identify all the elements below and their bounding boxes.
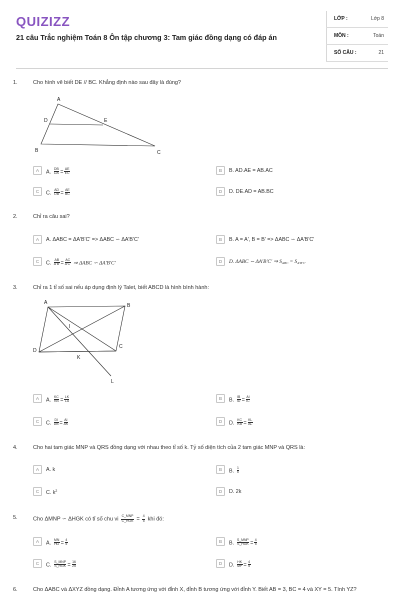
option-letter-box: A (33, 394, 42, 403)
question-text: Cho hình vẽ biết DE // BC. Khẳng định nào sau đây là đúng? (33, 80, 181, 86)
option-text: B. $\frac{IB}{ID}$ = $\frac{AI}{IC}$ (229, 394, 250, 404)
question-number: 2. (13, 214, 18, 220)
option-letter-box: B (216, 394, 225, 403)
option-letter-box: D (216, 559, 225, 568)
option-b[interactable] (216, 235, 386, 247)
question-number: 3. (13, 285, 18, 291)
option-d[interactable] (216, 257, 386, 269)
question-number: 1. (13, 80, 18, 86)
option-d[interactable] (216, 559, 386, 571)
option-text: A. ΔABC = ΔA'B'C' => ΔABC ∽ ΔA'B'C' (46, 236, 139, 243)
figure-label: A (44, 300, 48, 306)
question-number: 5. (13, 515, 18, 521)
option-letter-box: C (33, 257, 42, 266)
option-text: D. $\frac{HK}{MP}$ = $\frac{4}{5}$ (229, 559, 250, 569)
meta-key: LỚP : (334, 16, 348, 22)
option-letter-box: B (216, 235, 225, 244)
figure-label: D (44, 118, 48, 124)
meta-row-class (326, 11, 388, 28)
figure-label: A (57, 97, 61, 103)
option-letter-box: A (33, 235, 42, 244)
question-text: Chỉ ra 1 tỉ số sai nếu áp dụng định lý Talet, biết ABCD là hình bình hành: (33, 285, 210, 291)
document-header (0, 0, 400, 68)
option-text: B. $\frac{1}{k}$ (229, 465, 239, 475)
option-text: D. $\frac{KC}{KB}$ = $\frac{KL}{AL}$ (229, 417, 253, 427)
option-c[interactable] (33, 417, 203, 429)
option-letter-box: C (33, 487, 42, 496)
option-letter-box: B (216, 465, 225, 474)
option-a[interactable] (33, 235, 203, 247)
question-number: 6. (13, 587, 18, 593)
option-letter-box: B (216, 166, 225, 175)
option-text: A. k (46, 466, 56, 473)
option-text: B. A = A', B = B' => ΔABC ∽ ΔA'B'C' (229, 236, 315, 243)
triangle-figure (33, 92, 163, 154)
option-text: C. $\frac{\text{S\_MNP}}{\text{S\_HGK}}$ = $\frac{16}{25}$ (46, 559, 76, 569)
question-text: Cho hai tam giác MNP và QRS đồng dạng với nhau theo tỉ số k. Tỷ số diện tích của 2 tam giác MNP và QRS là: (33, 445, 306, 451)
figure-label: E (104, 118, 108, 124)
figure-label: L (111, 379, 114, 385)
option-letter-box: D (216, 487, 225, 496)
option-c[interactable] (33, 559, 203, 571)
option-text: D. ΔABC ∽ ΔA'B'C' ⇒ $S_{ABC} = S_{A'B'C'}$ (229, 258, 306, 265)
question-text: Cho ΔABC và ΔXYZ đồng dạng. Đỉnh A tương ứng với đỉnh X, đỉnh B tương ứng với đỉnh Y. Biết AB = 3, BC = 4 và XY = 5. Tính YZ? (33, 587, 357, 593)
option-b[interactable] (216, 465, 386, 477)
option-text: D. 2k (229, 488, 242, 495)
meta-value: 21 (378, 50, 384, 56)
figure-label: D (33, 348, 37, 354)
option-d[interactable] (216, 487, 386, 499)
option-letter-box: D (216, 417, 225, 426)
option-d[interactable] (216, 187, 386, 199)
option-letter-box: B (216, 537, 225, 546)
option-letter-box: D (216, 187, 225, 196)
meta-row-count (326, 45, 388, 62)
option-letter-box: D (216, 257, 225, 266)
option-b[interactable] (216, 537, 386, 549)
option-c[interactable] (33, 257, 203, 269)
meta-key: MÔN : (334, 33, 349, 39)
meta-value: Toán (373, 33, 384, 39)
meta-row-subject (326, 28, 388, 45)
parallelogram-figure (33, 297, 143, 387)
option-text: D. DE.AD = AB.BC (229, 188, 274, 195)
question-number: 4. (13, 445, 18, 451)
option-text: A. $\frac{KC}{KB}$ = $\frac{LK}{LA}$ (46, 394, 69, 404)
option-b[interactable] (216, 394, 386, 406)
option-text: C. $\frac{AB}{A'B'}$ = $\frac{AC}{A'C'}$ ⇒ ΔABC ∽ ΔA'B'C' (46, 257, 116, 267)
option-letter-box: A (33, 465, 42, 474)
option-text: C. $\frac{AD}{DB}$ = $\frac{AE}{BC}$ (46, 187, 70, 197)
question-text: Chỉ ra câu sai? (33, 214, 70, 220)
option-text: A. $\frac{MN}{HG}$ = $\frac{4}{5}$ (46, 537, 68, 547)
option-letter-box: C (33, 559, 42, 568)
option-d[interactable] (216, 417, 386, 429)
option-c[interactable] (33, 187, 203, 199)
option-letter-box: A (33, 537, 42, 546)
option-a[interactable] (33, 465, 203, 477)
option-c[interactable] (33, 487, 203, 499)
figure-label: B (35, 148, 39, 154)
figure-label: K (77, 355, 81, 361)
quizizz-logo[interactable]: QUIZIZZ (16, 14, 71, 29)
question-text: Cho ΔMNP ∽ ΔHGK có tỉ số chu vi $\frac{\text{C\_MNP}}{\text{C\_HGK}}$ = $\frac{4}{5}$ khi đó: (33, 514, 164, 523)
option-b[interactable] (216, 166, 386, 178)
option-a[interactable] (33, 394, 203, 406)
figure-label: C (119, 344, 123, 350)
option-text: C. $k^2$ (46, 488, 58, 496)
option-text: B. AD.AE = AB.AC (229, 167, 273, 174)
meta-key: SỐ CÂU : (334, 50, 357, 56)
page-title: 21 câu Trắc nghiệm Toán 8 Ôn tập chương 3: Tam giác đồng dạng có đáp án (16, 33, 277, 42)
option-a[interactable] (33, 537, 203, 549)
meta-value: Lớp 8 (370, 16, 384, 22)
option-letter-box: C (33, 187, 42, 196)
figure-label: C (157, 150, 161, 154)
figure-label: I (69, 324, 71, 330)
header-divider (16, 68, 388, 69)
option-a[interactable] (33, 166, 203, 178)
figure-label: B (127, 303, 131, 309)
option-text: A. $\frac{DB}{DA}$ = $\frac{AE}{EC}$ (46, 166, 70, 176)
option-letter-box: A (33, 166, 42, 175)
option-letter-box: C (33, 417, 42, 426)
option-text: B. $\frac{\text{S\_MNP}}{\text{S\_HGK}}$ = $\frac{4}{5}$ (229, 537, 257, 547)
option-text: C. $\frac{DI}{DB}$ = $\frac{AI}{AK}$ (46, 417, 69, 427)
meta-info-panel (326, 11, 388, 62)
